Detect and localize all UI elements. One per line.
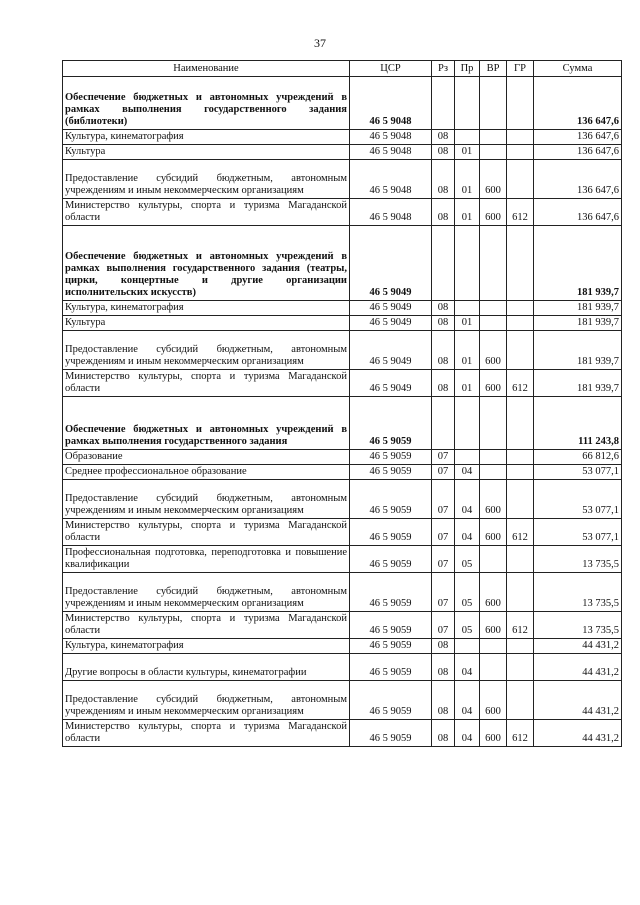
cell-vr: 600 — [480, 519, 507, 546]
header-rz: Рз — [432, 61, 455, 77]
cell-rz: 08 — [432, 130, 455, 145]
table-row — [63, 77, 622, 130]
cell-rz: 08 — [432, 160, 455, 199]
cell-pr: 04 — [455, 465, 480, 480]
cell-gr — [507, 397, 534, 450]
cell-csr: 46 5 9049 — [350, 316, 432, 331]
cell-vr: 600 — [480, 573, 507, 612]
budget-table — [62, 60, 622, 747]
header-sum: Сумма — [534, 61, 622, 77]
cell-sum: 136 647,6 — [534, 145, 622, 160]
cell-rz: 07 — [432, 546, 455, 573]
cell-gr — [507, 681, 534, 720]
cell-vr — [480, 654, 507, 681]
cell-sum: 181 939,7 — [534, 370, 622, 397]
cell-rz: 08 — [432, 720, 455, 747]
cell-gr: 612 — [507, 370, 534, 397]
cell-name: Министерство культуры, спорта и туризма Магаданской области — [63, 519, 350, 546]
cell-gr — [507, 546, 534, 573]
cell-pr — [455, 226, 480, 301]
cell-gr — [507, 226, 534, 301]
cell-vr — [480, 639, 507, 654]
cell-vr — [480, 130, 507, 145]
cell-gr — [507, 145, 534, 160]
cell-sum: 136 647,6 — [534, 160, 622, 199]
cell-vr — [480, 145, 507, 160]
table-row — [63, 331, 622, 370]
cell-name: Обеспечение бюджетных и автономных учреждений в рамках выполнения государственного задания — [63, 397, 350, 450]
header-name: Наименование — [63, 61, 350, 77]
cell-pr — [455, 397, 480, 450]
cell-name: Обеспечение бюджетных и автономных учреждений в рамках выполнения государственного задания (театры, цирки, концертные и другие организации исполнительских искусств) — [63, 226, 350, 301]
cell-vr: 600 — [480, 480, 507, 519]
header-gr: ГР — [507, 61, 534, 77]
table-row — [63, 397, 622, 450]
cell-sum: 13 735,5 — [534, 546, 622, 573]
cell-rz — [432, 77, 455, 130]
cell-sum: 181 939,7 — [534, 226, 622, 301]
cell-sum: 181 939,7 — [534, 331, 622, 370]
cell-pr — [455, 77, 480, 130]
cell-gr: 612 — [507, 199, 534, 226]
header-vr: ВР — [480, 61, 507, 77]
cell-name: Профессиональная подготовка, переподготовка и повышение квалификации — [63, 546, 350, 573]
table-row — [63, 654, 622, 681]
page-number: 37 — [314, 36, 326, 50]
table-row — [63, 573, 622, 612]
cell-gr — [507, 130, 534, 145]
cell-name: Культура, кинематография — [63, 130, 350, 145]
cell-vr — [480, 465, 507, 480]
cell-vr — [480, 546, 507, 573]
cell-sum: 44 431,2 — [534, 681, 622, 720]
cell-sum: 136 647,6 — [534, 130, 622, 145]
cell-rz: 08 — [432, 316, 455, 331]
cell-csr: 46 5 9049 — [350, 370, 432, 397]
header-csr: ЦСР — [350, 61, 432, 77]
cell-name: Среднее профессиональное образование — [63, 465, 350, 480]
cell-pr: 05 — [455, 546, 480, 573]
cell-rz: 08 — [432, 331, 455, 370]
cell-gr — [507, 450, 534, 465]
cell-name: Культура — [63, 145, 350, 160]
cell-csr: 46 5 9059 — [350, 681, 432, 720]
cell-name: Министерство культуры, спорта и туризма Магаданской области — [63, 370, 350, 397]
cell-csr: 46 5 9048 — [350, 145, 432, 160]
cell-gr — [507, 331, 534, 370]
cell-pr: 04 — [455, 654, 480, 681]
table-row — [63, 199, 622, 226]
cell-name: Образование — [63, 450, 350, 465]
cell-name: Культура, кинематография — [63, 301, 350, 316]
cell-rz: 07 — [432, 519, 455, 546]
cell-csr: 46 5 9059 — [350, 519, 432, 546]
cell-rz: 08 — [432, 370, 455, 397]
cell-gr — [507, 77, 534, 130]
cell-csr: 46 5 9048 — [350, 160, 432, 199]
cell-pr — [455, 301, 480, 316]
cell-vr — [480, 301, 507, 316]
cell-name: Министерство культуры, спорта и туризма Магаданской области — [63, 612, 350, 639]
table-row — [63, 681, 622, 720]
table-row — [63, 480, 622, 519]
cell-vr: 600 — [480, 612, 507, 639]
cell-sum: 53 077,1 — [534, 465, 622, 480]
cell-pr: 01 — [455, 370, 480, 397]
cell-name: Другие вопросы в области культуры, кинематографии — [63, 654, 350, 681]
cell-pr — [455, 130, 480, 145]
cell-sum: 53 077,1 — [534, 480, 622, 519]
cell-rz: 08 — [432, 301, 455, 316]
cell-rz: 07 — [432, 612, 455, 639]
table-row — [63, 612, 622, 639]
cell-csr: 46 5 9059 — [350, 465, 432, 480]
cell-vr: 600 — [480, 720, 507, 747]
cell-name: Предоставление субсидий бюджетным, автономным учреждениям и иным некоммерческим организациям — [63, 681, 350, 720]
cell-vr: 600 — [480, 199, 507, 226]
table-row — [63, 450, 622, 465]
table-row — [63, 370, 622, 397]
cell-name: Культура — [63, 316, 350, 331]
cell-csr: 46 5 9049 — [350, 301, 432, 316]
cell-sum: 181 939,7 — [534, 301, 622, 316]
cell-rz: 08 — [432, 639, 455, 654]
cell-sum: 13 735,5 — [534, 612, 622, 639]
cell-csr: 46 5 9059 — [350, 612, 432, 639]
cell-csr: 46 5 9059 — [350, 654, 432, 681]
cell-vr — [480, 226, 507, 301]
cell-rz: 07 — [432, 450, 455, 465]
cell-name: Министерство культуры, спорта и туризма Магаданской области — [63, 199, 350, 226]
cell-rz: 07 — [432, 465, 455, 480]
cell-gr — [507, 316, 534, 331]
table-row — [63, 145, 622, 160]
table-row — [63, 519, 622, 546]
cell-vr: 600 — [480, 681, 507, 720]
table-row — [63, 130, 622, 145]
cell-csr: 46 5 9059 — [350, 546, 432, 573]
cell-rz: 08 — [432, 145, 455, 160]
cell-name: Министерство культуры, спорта и туризма Магаданской области — [63, 720, 350, 747]
table-row — [63, 160, 622, 199]
cell-pr: 01 — [455, 316, 480, 331]
cell-vr — [480, 77, 507, 130]
table-row — [63, 226, 622, 301]
cell-sum: 181 939,7 — [534, 316, 622, 331]
cell-gr — [507, 480, 534, 519]
cell-sum: 136 647,6 — [534, 77, 622, 130]
cell-csr: 46 5 9059 — [350, 720, 432, 747]
table-row — [63, 465, 622, 480]
cell-sum: 136 647,6 — [534, 199, 622, 226]
cell-rz: 07 — [432, 480, 455, 519]
cell-pr: 04 — [455, 519, 480, 546]
cell-sum: 53 077,1 — [534, 519, 622, 546]
cell-gr: 612 — [507, 720, 534, 747]
cell-pr: 04 — [455, 720, 480, 747]
cell-rz: 08 — [432, 199, 455, 226]
cell-pr: 01 — [455, 160, 480, 199]
cell-pr: 05 — [455, 573, 480, 612]
table-row — [63, 720, 622, 747]
cell-name: Культура, кинематография — [63, 639, 350, 654]
cell-name: Обеспечение бюджетных и автономных учреждений в рамках выполнения государственного задания (библиотеки) — [63, 77, 350, 130]
cell-vr — [480, 316, 507, 331]
cell-csr: 46 5 9059 — [350, 480, 432, 519]
cell-pr: 04 — [455, 480, 480, 519]
table-row — [63, 316, 622, 331]
cell-gr — [507, 639, 534, 654]
cell-pr: 01 — [455, 331, 480, 370]
cell-gr — [507, 573, 534, 612]
cell-name: Предоставление субсидий бюджетным, автономным учреждениям и иным некоммерческим организациям — [63, 331, 350, 370]
cell-vr: 600 — [480, 160, 507, 199]
cell-csr: 46 5 9048 — [350, 77, 432, 130]
cell-pr: 05 — [455, 612, 480, 639]
cell-sum: 111 243,8 — [534, 397, 622, 450]
cell-csr: 46 5 9059 — [350, 639, 432, 654]
cell-name: Предоставление субсидий бюджетным, автономным учреждениям и иным некоммерческим организациям — [63, 573, 350, 612]
cell-gr — [507, 465, 534, 480]
cell-sum: 66 812,6 — [534, 450, 622, 465]
cell-rz — [432, 397, 455, 450]
table-header-row — [63, 61, 622, 77]
cell-csr: 46 5 9049 — [350, 226, 432, 301]
cell-rz — [432, 226, 455, 301]
cell-rz: 08 — [432, 681, 455, 720]
cell-sum: 44 431,2 — [534, 654, 622, 681]
cell-csr: 46 5 9048 — [350, 130, 432, 145]
cell-name: Предоставление субсидий бюджетным, автономным учреждениям и иным некоммерческим организациям — [63, 480, 350, 519]
cell-csr: 46 5 9049 — [350, 331, 432, 370]
cell-sum: 44 431,2 — [534, 639, 622, 654]
cell-pr: 04 — [455, 681, 480, 720]
cell-name: Предоставление субсидий бюджетным, автономным учреждениям и иным некоммерческим организациям — [63, 160, 350, 199]
cell-gr — [507, 301, 534, 316]
cell-pr — [455, 639, 480, 654]
cell-sum: 13 735,5 — [534, 573, 622, 612]
cell-gr: 612 — [507, 612, 534, 639]
table-row — [63, 301, 622, 316]
cell-csr: 46 5 9059 — [350, 397, 432, 450]
header-pr: Пр — [455, 61, 480, 77]
cell-csr: 46 5 9059 — [350, 573, 432, 612]
cell-vr: 600 — [480, 370, 507, 397]
cell-rz: 07 — [432, 573, 455, 612]
cell-pr: 01 — [455, 145, 480, 160]
cell-gr — [507, 654, 534, 681]
cell-rz: 08 — [432, 654, 455, 681]
cell-vr — [480, 397, 507, 450]
cell-pr — [455, 450, 480, 465]
cell-pr: 01 — [455, 199, 480, 226]
cell-csr: 46 5 9048 — [350, 199, 432, 226]
cell-vr: 600 — [480, 331, 507, 370]
cell-sum: 44 431,2 — [534, 720, 622, 747]
table-row — [63, 639, 622, 654]
cell-gr — [507, 160, 534, 199]
cell-csr: 46 5 9059 — [350, 450, 432, 465]
table-row — [63, 546, 622, 573]
cell-gr: 612 — [507, 519, 534, 546]
cell-vr — [480, 450, 507, 465]
